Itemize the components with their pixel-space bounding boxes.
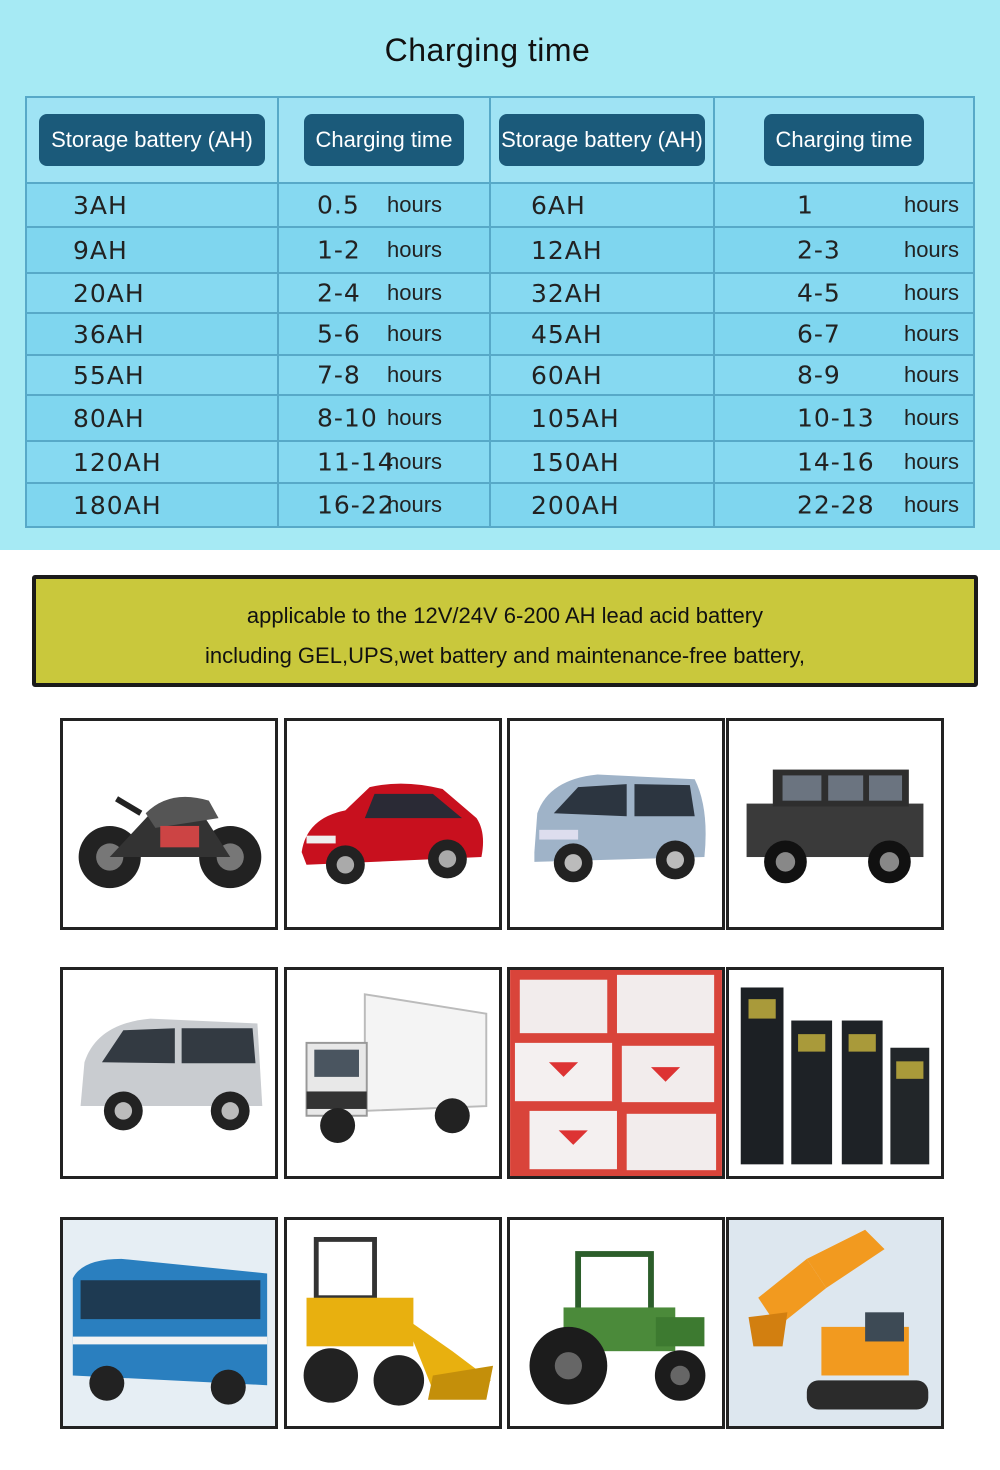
minivan-image	[507, 718, 725, 930]
hours-unit: hours	[903, 321, 959, 346]
hours-unit: hours	[387, 449, 443, 474]
motorcycle-image	[60, 718, 278, 930]
table-header-row	[26, 97, 974, 183]
charge-time-value: 8-10	[317, 403, 378, 433]
banner-line-1: applicable to the 12V/24V 6-200 AH lead acid battery	[246, 603, 764, 628]
hours-unit: hours	[387, 192, 443, 217]
capacity-cell-left: 180AH	[26, 483, 278, 527]
charge-time-cell-right	[714, 227, 974, 273]
charge-time-cell-right	[714, 355, 974, 395]
table-row	[26, 313, 974, 355]
capacity-cell-left: 20AH	[26, 273, 278, 313]
charge-time-value: 2-4	[317, 278, 361, 308]
charge-time-cell-right	[714, 183, 974, 227]
bus-image	[60, 1217, 278, 1429]
hours-unit: hours	[387, 362, 443, 387]
table-row	[26, 483, 974, 527]
table-row	[26, 273, 974, 313]
charge-time-cell-left	[278, 441, 490, 483]
charge-time-cell-right	[714, 313, 974, 355]
charge-time-cell-left	[278, 313, 490, 355]
capacity-cell-left: 9AH	[26, 227, 278, 273]
header-storage-battery-right	[499, 114, 705, 166]
charge-time-cell-left	[278, 395, 490, 441]
wheel-loader-image	[284, 1217, 502, 1429]
hours-unit: hours	[903, 362, 959, 387]
capacity-cell-left: 120AH	[26, 441, 278, 483]
table-row	[26, 441, 974, 483]
charge-time-cell-left	[278, 483, 490, 527]
charge-time-cell-right	[714, 273, 974, 313]
hours-unit: hours	[903, 237, 959, 262]
charge-time-value: 4-5	[797, 278, 841, 308]
capacity-cell-right: 45AH	[490, 313, 714, 355]
header-cell	[278, 97, 490, 183]
charge-time-value: 10-13	[797, 403, 875, 433]
charge-time-value: 6-7	[797, 319, 841, 349]
header-cell	[714, 97, 974, 183]
table-row	[26, 183, 974, 227]
capacity-cell-right: 32AH	[490, 273, 714, 313]
table-row	[26, 355, 974, 395]
capacity-cell-right: 12AH	[490, 227, 714, 273]
header-cell	[26, 97, 278, 183]
charge-time-cell-left	[278, 355, 490, 395]
charge-time-value: 7-8	[317, 360, 361, 390]
charge-time-cell-right	[714, 483, 974, 527]
charge-time-value: 11-14	[317, 447, 395, 477]
applicability-banner	[32, 575, 978, 687]
hours-unit: hours	[903, 280, 959, 305]
charge-time-cell-right	[714, 441, 974, 483]
capacity-cell-left: 3AH	[26, 183, 278, 227]
hours-unit: hours	[903, 449, 959, 474]
suv-image	[726, 718, 944, 930]
hours-unit: hours	[903, 192, 959, 217]
capacity-cell-right: 200AH	[490, 483, 714, 527]
truck-image	[284, 967, 502, 1179]
capacity-cell-left: 36AH	[26, 313, 278, 355]
page-title: Charging time	[384, 32, 591, 68]
table-row	[26, 227, 974, 273]
charge-time-value: 5-6	[317, 319, 361, 349]
van-image	[60, 967, 278, 1179]
charge-time-value: 1-2	[317, 235, 361, 265]
charge-time-cell-right	[714, 395, 974, 441]
charge-time-value: 14-16	[797, 447, 875, 477]
hours-unit: hours	[387, 237, 443, 262]
header-cell	[490, 97, 714, 183]
industrial-batteries-image	[726, 967, 944, 1179]
charging-time-table	[25, 96, 975, 528]
charge-time-cell-left	[278, 183, 490, 227]
charge-time-value: 1	[797, 190, 814, 220]
capacity-cell-left: 55AH	[26, 355, 278, 395]
charge-time-value: 8-9	[797, 360, 841, 390]
charge-time-value: 0.5	[317, 190, 360, 220]
header-storage-battery-left: Storage battery (AH)	[39, 114, 265, 166]
capacity-cell-right: 60AH	[490, 355, 714, 395]
capacity-cell-right: 150AH	[490, 441, 714, 483]
hours-unit: hours	[903, 405, 959, 430]
battery-stack-image	[507, 967, 725, 1179]
header-charging-time-left: Charging time	[304, 114, 465, 166]
tractor-image	[507, 1217, 725, 1429]
hours-unit: hours	[387, 405, 443, 430]
capacity-cell-right: 105AH	[490, 395, 714, 441]
capacity-cell-left: 80AH	[26, 395, 278, 441]
charge-time-value: 16-22	[317, 490, 395, 520]
header-storage-battery-right-label: Storage battery (AH)	[499, 114, 705, 166]
hours-unit: hours	[387, 280, 443, 305]
hours-unit: hours	[387, 492, 443, 517]
charge-time-value: 22-28	[797, 490, 875, 520]
excavator-image	[726, 1217, 944, 1429]
charge-time-value: 2-3	[797, 235, 841, 265]
sedan-car-image	[284, 718, 502, 930]
capacity-cell-right: 6AH	[490, 183, 714, 227]
charge-time-cell-left	[278, 273, 490, 313]
hours-unit: hours	[903, 492, 959, 517]
table-row	[26, 395, 974, 441]
charge-time-cell-left	[278, 227, 490, 273]
hours-unit: hours	[387, 321, 443, 346]
banner-line-2: including GEL,UPS,wet battery and maintenance-free battery,	[204, 643, 806, 668]
header-charging-time-right: Charging time	[764, 114, 925, 166]
